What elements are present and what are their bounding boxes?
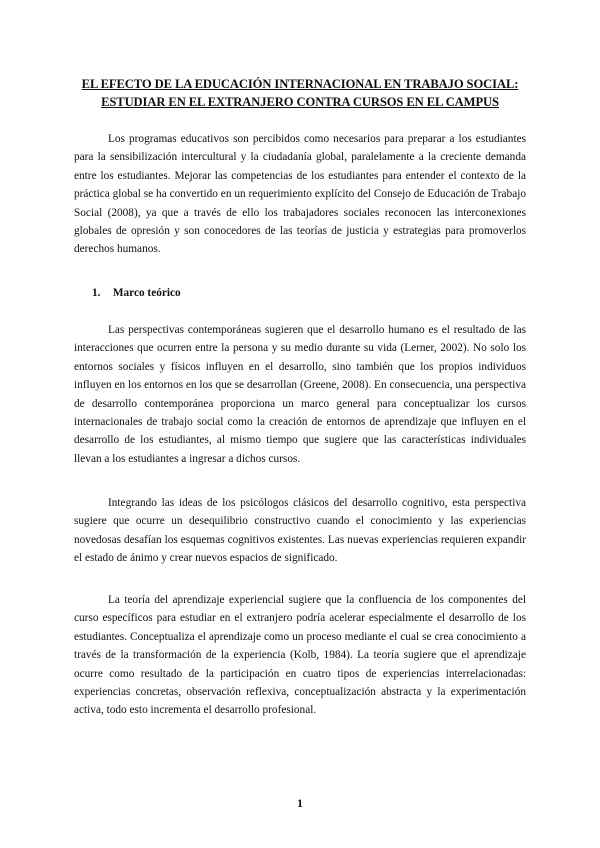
page-number: 1: [297, 796, 303, 810]
body-paragraph-1: Las perspectivas contemporáneas sugieren que el desarrollo humano es el resultado de las interacciones que ocurren entre la persona y su medio durante su vida (Lerner, 2002). No solo los entornos sociales y físicos influyen en el desarrollo, sino también que los propios individuos influyen en los entornos en los que se desarrollan (Greene, 2008). En consecuencia, una perspectiva de desarrollo contemporánea proporciona un marco general para conceptualizar los cursos internacionales de trabajo social como la creación de entornos de aprendizaje que influyen en el desarrollo de los estudiantes, al mismo tiempo que sugiere que las características individuales llevan a los estudiantes a ingresar a dichos cursos.: [74, 324, 526, 465]
section-title: Marco teórico: [112, 287, 181, 299]
title-line-1: EL EFECTO DE LA EDUCACIÓN INTERNACIONAL EN TRABAJO SOCIAL:: [81, 77, 519, 91]
body-paragraph-3: La teoría del aprendizaje experiencial sugiere que la confluencia de los componentes del curso específicos para estudiar en el extranjero podría acelerar especialmente el desarrollo de los estudiantes. Conceptualiza el aprendizaje como un proceso mediante el cual se crea conocimiento a través de la transformación de la experiencia (Kolb, 1984). La teoría sugiere que el aprendizaje ocurre como resultado de la participación en cuatro tipos de experiencias interrelacionadas: experiencias concretas, observación reflexiva, conceptualización abstracta y la experimentación activa, todo esto incrementa el desarrollo profesional.: [74, 594, 526, 717]
section-heading: [92, 287, 181, 299]
intro-paragraph: Los programas educativos son percibidos como necesarios para preparar a los estudiantes para la sensibilización intercultural y la ciudadanía global, paralelamente a la creciente demanda entre los estudiantes. Mejorar las competencias de los estudiantes para entender el contexto de la práctica global se ha convertido en un requerimiento explícito del Consejo de Educación de Trabajo Social (2008), ya que a través de ello los trabajadores sociales reconocen las interconexiones globales de opresión y son conocedores de las teorías de justicia y estrategias para promoverlos derechos humanos.: [74, 133, 526, 256]
document-title: [60, 75, 540, 111]
body-paragraph-2: Integrando las ideas de los psicólogos clásicos del desarrollo cognitivo, esta perspectiva sugiere que ocurre un desequilibrio constructivo cuando el conocimiento y las experiencias novedosas desafían los esquemas cognitivos existentes. Las nuevas experiencias requieren expandir el estado de ánimo y crear nuevos espacios de significado.: [74, 497, 526, 565]
title-line-2: ESTUDIAR EN EL EXTRANJERO CONTRA CURSOS EN EL CAMPUS: [101, 95, 499, 109]
section-number: 1.: [92, 287, 101, 299]
